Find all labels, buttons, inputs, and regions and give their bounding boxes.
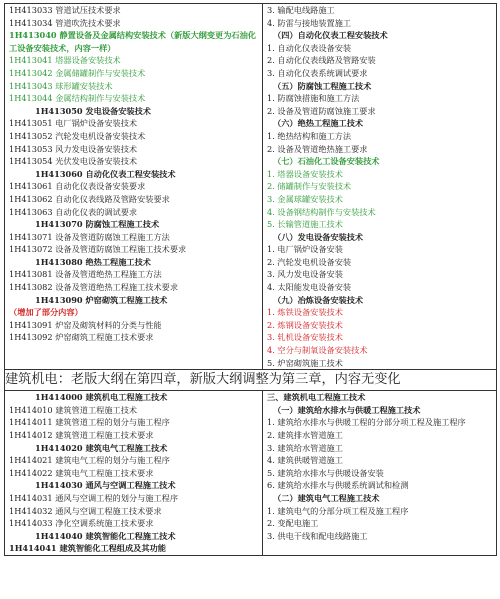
outline-line: （九）冶炼设备安装技术 (273, 294, 364, 305)
outline-line: 1H413081 设备及管道绝热工程施工方法 (9, 269, 162, 280)
outline-line: 3. 供电干线和配电线路施工 (267, 530, 368, 541)
outline-line: 1H414030 通风与空调工程施工技术 (35, 480, 176, 491)
upper-row (5, 4, 497, 370)
outline-line: 3. 金属球罐安装技术 (267, 193, 343, 204)
outline-line: 1H413062 自动化仪表线路及管路安装要求 (9, 193, 170, 204)
lower-row (5, 391, 497, 556)
outline-line: 1H413034 管道吹洗技术要求 (9, 17, 121, 28)
outline-line: 1H414011 建筑管道工程的划分与施工程序 (9, 417, 170, 428)
outline-line: 5. 长输管道施工技术 (267, 219, 343, 230)
outline-line: 2. 设备及管道绝热施工要求 (267, 143, 368, 154)
outline-line: 1H414040 建筑智能化工程施工技术 (35, 530, 176, 541)
outline-line: （七）石油化工设备安装技术 (273, 156, 380, 167)
outline-line: 2. 建筑排水管道施工 (267, 430, 343, 440)
upper-right-cell (263, 4, 497, 370)
outline-line: 1H413053 风力发电设备安装技术 (9, 143, 138, 154)
outline-line: 2. 炼钢设备安装技术 (267, 319, 343, 330)
outline-line: 1. 建筑电气的分部分项工程及施工程序 (267, 505, 409, 516)
outline-line: 1H413082 设备及管道绝热工程施工技术要求 (9, 282, 179, 293)
outline-line: 1. 塔器设备安装技术 (267, 168, 343, 179)
outline-line: （增加了部分内容） (9, 307, 83, 318)
outline-line: 1. 建筑给水排水与供暖工程的分部分项工程及施工程序 (267, 417, 466, 428)
outline-line: 4. 设备钢结构制作与安装技术 (267, 206, 376, 217)
outline-line: 1. 防腐蚀措施和施工方法 (267, 93, 360, 104)
banner-row (5, 370, 497, 391)
outline-line: 1. 炼铁设备安装技术 (267, 307, 343, 318)
outline-line: 1H413042 金属储罐制作与安装技术 (9, 67, 146, 78)
outline-line: （一）建筑给水排水与供暖工程施工技术 (273, 404, 421, 415)
outline-line: 4. 空分与制氧设备安装技术 (267, 345, 368, 356)
syllabus-table (4, 3, 497, 556)
outline-line: 1H413090 炉窑砌筑工程施工技术 (35, 294, 168, 305)
outline-line: 1H413043 球形罐安装技术 (9, 80, 113, 91)
outline-line: 三、建筑机电工程施工技术 (267, 392, 366, 403)
old-syllabus-list-2 (5, 391, 262, 555)
outline-line: 3. 轧机设备安装技术 (267, 332, 343, 343)
outline-line: 4. 防雷与接地装置施工 (267, 17, 352, 28)
outline-line: 3. 风力发电设备安装 (267, 269, 343, 280)
outline-line: 1H414022 建筑电气工程施工技术要求 (9, 467, 154, 478)
outline-line: 5. 建筑给水排水与供暖设备安装 (267, 467, 384, 478)
outline-line: 1H414020 建筑电气工程施工技术 (35, 442, 168, 453)
outline-line: 1H414010 建筑管道工程施工技术 (9, 404, 138, 415)
outline-line: 1H413061 自动化仪表设备安装要求 (9, 181, 146, 192)
outline-line: 1. 电厂锅炉设备安装 (267, 244, 343, 255)
outline-line: 1H414032 通风与空调工程施工技术要求 (9, 505, 162, 516)
upper-left-cell (5, 4, 263, 370)
outline-line: 1H413072 设备及管道防腐蚀工程施工技术要求 (9, 244, 187, 255)
outline-line: 2. 储罐制作与安装技术 (267, 181, 352, 192)
outline-line: 1H413092 炉窑砌筑工程施工技术要求 (9, 332, 154, 343)
outline-line: 1H413041 塔器设备安装技术 (9, 55, 121, 66)
outline-line: 1H413051 电厂锅炉设备安装技术 (9, 118, 138, 129)
outline-line: 1H413080 绝热工程施工技术 (35, 256, 151, 267)
outline-line: 4. 太阳能发电设备安装 (267, 282, 352, 293)
outline-line: 4. 建筑供暖管道施工 (267, 455, 343, 466)
outline-line: 3. 输配电线路施工 (267, 5, 335, 15)
outline-line: 1H413060 自动化仪表工程安装技术 (35, 168, 176, 179)
outline-line: 6. 建筑给水排水与供暖系统调试和检测 (267, 480, 409, 491)
outline-line: 1H414000 建筑机电工程施工技术 (35, 392, 168, 403)
lower-left-cell (5, 391, 263, 556)
outline-line: 1H414041 建筑智能化工程组成及其功能 (9, 543, 166, 554)
outline-line: 1H413033 管道试压技术要求 (9, 5, 121, 15)
outline-line: （五）防腐蚀工程施工技术 (273, 80, 372, 91)
outline-line: （二）建筑电气工程施工技术 (273, 492, 380, 503)
outline-line: 3. 建筑给水管道施工 (267, 442, 343, 453)
outline-line: 2. 汽轮发电机设备安装 (267, 256, 352, 267)
outline-line: 2. 变配电施工 (267, 518, 319, 529)
new-syllabus-list (263, 4, 496, 369)
new-syllabus-list-2 (263, 391, 496, 542)
outline-line: 1. 自动化仪表设备安装 (267, 42, 352, 53)
outline-line: 1H413091 炉窑及砌筑材料的分类与性能 (9, 319, 162, 330)
outline-line: 1H414031 通风与空调工程的划分与施工程序 (9, 492, 179, 503)
outline-line: 1H413070 防腐蚀工程施工技术 (35, 219, 160, 230)
outline-line: 1H413063 自动化仪表的调试要求 (9, 206, 138, 217)
outline-line: 2. 自动化仪表线路及管路安装 (267, 55, 376, 66)
outline-line: 3. 自动化仪表系统调试要求 (267, 67, 368, 78)
outline-line: 1H414021 建筑电气工程的划分与施工程序 (9, 455, 170, 466)
old-syllabus-list (5, 4, 262, 344)
outline-line: 1H413040 静置设备及金属结构安装技术（新版大纲变更为石油化工设备安装技术，内容一样） (9, 30, 256, 53)
outline-line: （八）发电设备安装技术 (273, 231, 364, 242)
outline-line: 1H413044 金属结构制作与安装技术 (9, 93, 146, 104)
outline-line: 1H414033 净化空调系统施工技术要求 (9, 518, 154, 529)
outline-line: 2. 设备及管道防腐蚀施工要求 (267, 105, 376, 116)
outline-line: 1H413071 设备及管道防腐蚀工程施工方法 (9, 231, 170, 242)
outline-line: （四）自动化仪表工程安装技术 (273, 30, 388, 41)
section-banner: 建筑机电：老版大纲在第四章，新版大纲调整为第三章，内容无变化 (5, 370, 497, 391)
outline-line: 1H414012 建筑管道工程施工技术要求 (9, 430, 154, 440)
outline-line: 1H413050 发电设备安装技术 (35, 105, 151, 116)
outline-line: 1. 绝热结构和施工方法 (267, 130, 352, 141)
outline-line: 5. 炉窑砌筑施工技术 (267, 357, 343, 368)
outline-line: 1H413054 光伏发电设备安装技术 (9, 156, 138, 167)
lower-right-cell (263, 391, 497, 556)
outline-line: 1H413052 汽轮发电机设备安装技术 (9, 130, 146, 141)
outline-line: （六）绝热工程施工技术 (273, 118, 364, 129)
